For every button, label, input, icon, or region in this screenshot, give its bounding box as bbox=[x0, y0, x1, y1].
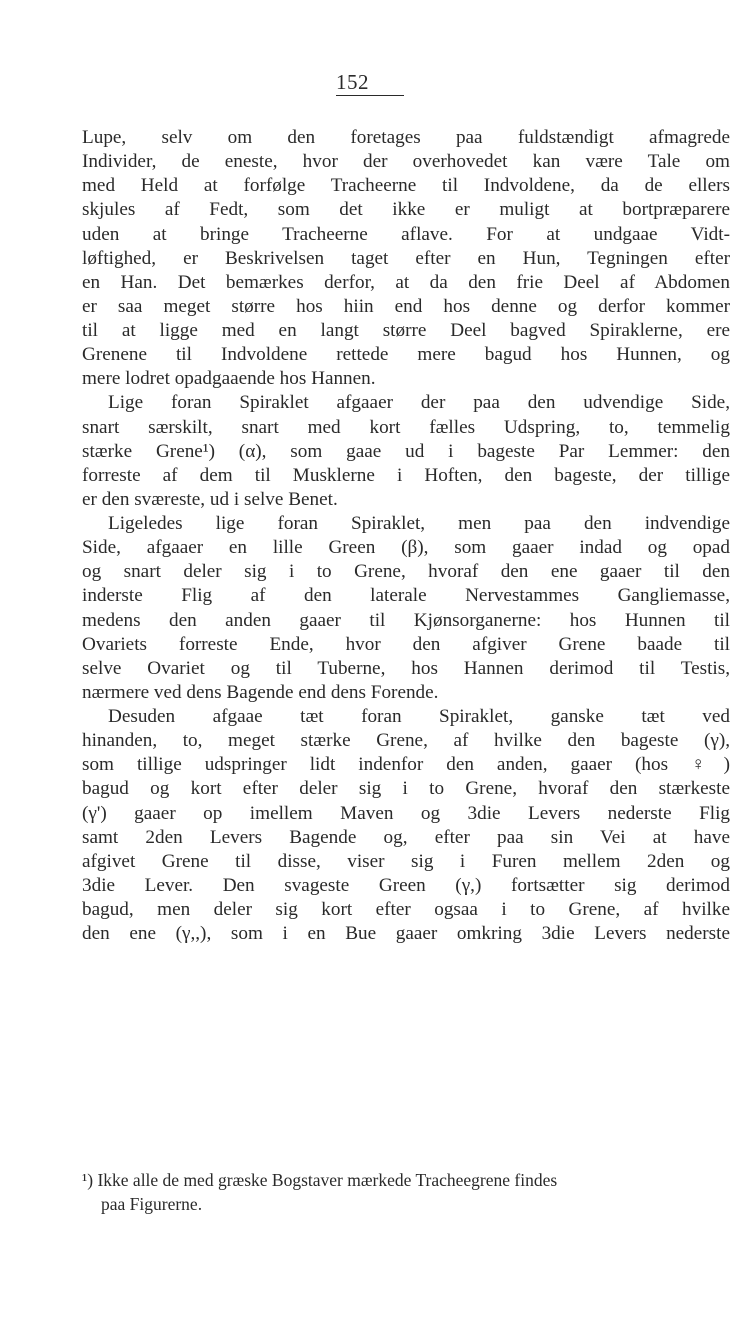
text-line: mere lodret opadgaaende hos Hannen. bbox=[82, 368, 376, 390]
text-line: Desuden afgaae tæt foran Spiraklet, ganske tæt ved bbox=[108, 706, 730, 727]
text-line: selve Ovariet og til Tuberne, hos Hannen derimod til Testis, bbox=[82, 657, 730, 679]
text-line: stærke Grene¹) (α), som gaae ud i bageste Par Lemmer: den bbox=[82, 440, 730, 462]
paragraph bbox=[82, 391, 730, 512]
text-line: den ene (γ,,), som i en Bue gaaer omkring 3die Levers nederste bbox=[82, 923, 730, 945]
text-line: løftighed, er Beskrivelsen taget efter en Hun, Tegningen efter bbox=[82, 247, 730, 269]
text-line: skjules af Fedt, som det ikke er muligt at bortpræparere bbox=[82, 199, 730, 221]
text-line: er den sværeste, ud i selve Benet. bbox=[82, 488, 338, 510]
text-line: uden at bringe Tracheerne aflave. For at undgaae Vidt- bbox=[82, 223, 730, 245]
footnote bbox=[82, 1168, 730, 1216]
page-number-underline bbox=[336, 95, 404, 96]
text-line: bagud, men deler sig kort efter ogsaa i to Grene, af hvilke bbox=[82, 899, 730, 920]
text-line: som tillige udspringer lidt indenfor den anden, gaaer (hos ♀) bbox=[82, 754, 730, 776]
paragraph bbox=[82, 512, 730, 705]
text-line: snart særskilt, snart med kort fælles Udspring, to, temmelig bbox=[82, 416, 730, 438]
text-line: Individer, de eneste, hvor der overhovedet kan være Tale om bbox=[82, 151, 730, 173]
text-line: samt 2den Levers Bagende og, efter paa sin Vei at have bbox=[82, 826, 730, 848]
text-line: Ovariets forreste Ende, hvor den afgiver Grene baade til bbox=[82, 633, 730, 655]
text-line: er saa meget større hos hiin end hos denne og derfor kommer bbox=[82, 295, 730, 317]
paragraph bbox=[82, 126, 730, 391]
text-line: og snart deler sig i to Grene, hvoraf den ene gaaer til den bbox=[82, 561, 730, 583]
page-number-text: 152 bbox=[336, 70, 369, 94]
text-line: nærmere ved dens Bagende end dens Forende. bbox=[82, 681, 439, 703]
text-line: med Held at forfølge Tracheerne til Indvoldene, da de ellers bbox=[82, 175, 730, 197]
footnote-marker: ¹) bbox=[82, 1170, 94, 1190]
text-line: Ligeledes lige foran Spiraklet, men paa den indvendige bbox=[108, 513, 730, 534]
text-line: en Han. Det bemærkes derfor, at da den frie Deel af Abdomen bbox=[82, 271, 730, 293]
footnote-line: paa Figurerne. bbox=[101, 1194, 203, 1214]
text-line: Side, afgaaer en lille Green (β), som gaaer indad og opad bbox=[82, 537, 730, 559]
body-text bbox=[82, 126, 730, 946]
text-line: Lige foran Spiraklet afgaaer der paa den udvendige Side, bbox=[108, 392, 730, 414]
text-line: hinanden, to, meget stærke Grene, af hvilke den bageste (γ), bbox=[82, 730, 730, 752]
text-line: medens den anden gaaer til Kjønsorganerne: hos Hunnen til bbox=[82, 609, 730, 631]
text-line: 3die Lever. Den svageste Green (γ,) fortsætter sig derimod bbox=[82, 874, 730, 896]
text-line: afgivet Grene til disse, viser sig i Furen mellem 2den og bbox=[82, 850, 730, 872]
text-line: forreste af dem til Musklerne i Hoften, den bageste, der tillige bbox=[82, 464, 730, 486]
text-line: Lupe, selv om den foretages paa fuldstændigt afmagrede bbox=[82, 127, 730, 148]
footnote-line bbox=[82, 1168, 730, 1192]
page-number bbox=[336, 70, 416, 94]
text-line: bagud og kort efter deler sig i to Grene, hvoraf den stærkeste bbox=[82, 778, 730, 800]
text-line: Grenene til Indvoldene rettede mere bagud hos Hunnen, og bbox=[82, 344, 730, 366]
paragraph bbox=[82, 705, 730, 946]
text-line: (γ') gaaer op imellem Maven og 3die Levers nederste Flig bbox=[82, 802, 730, 824]
text-line: til at ligge med en langt større Deel bagved Spiraklerne, ere bbox=[82, 320, 730, 341]
text-line: inderste Flig af den laterale Nervestammes Gangliemasse, bbox=[82, 585, 730, 607]
footnote-text: Ikke alle de med græske Bogstaver mærkede Tracheegrene findes bbox=[97, 1170, 558, 1190]
